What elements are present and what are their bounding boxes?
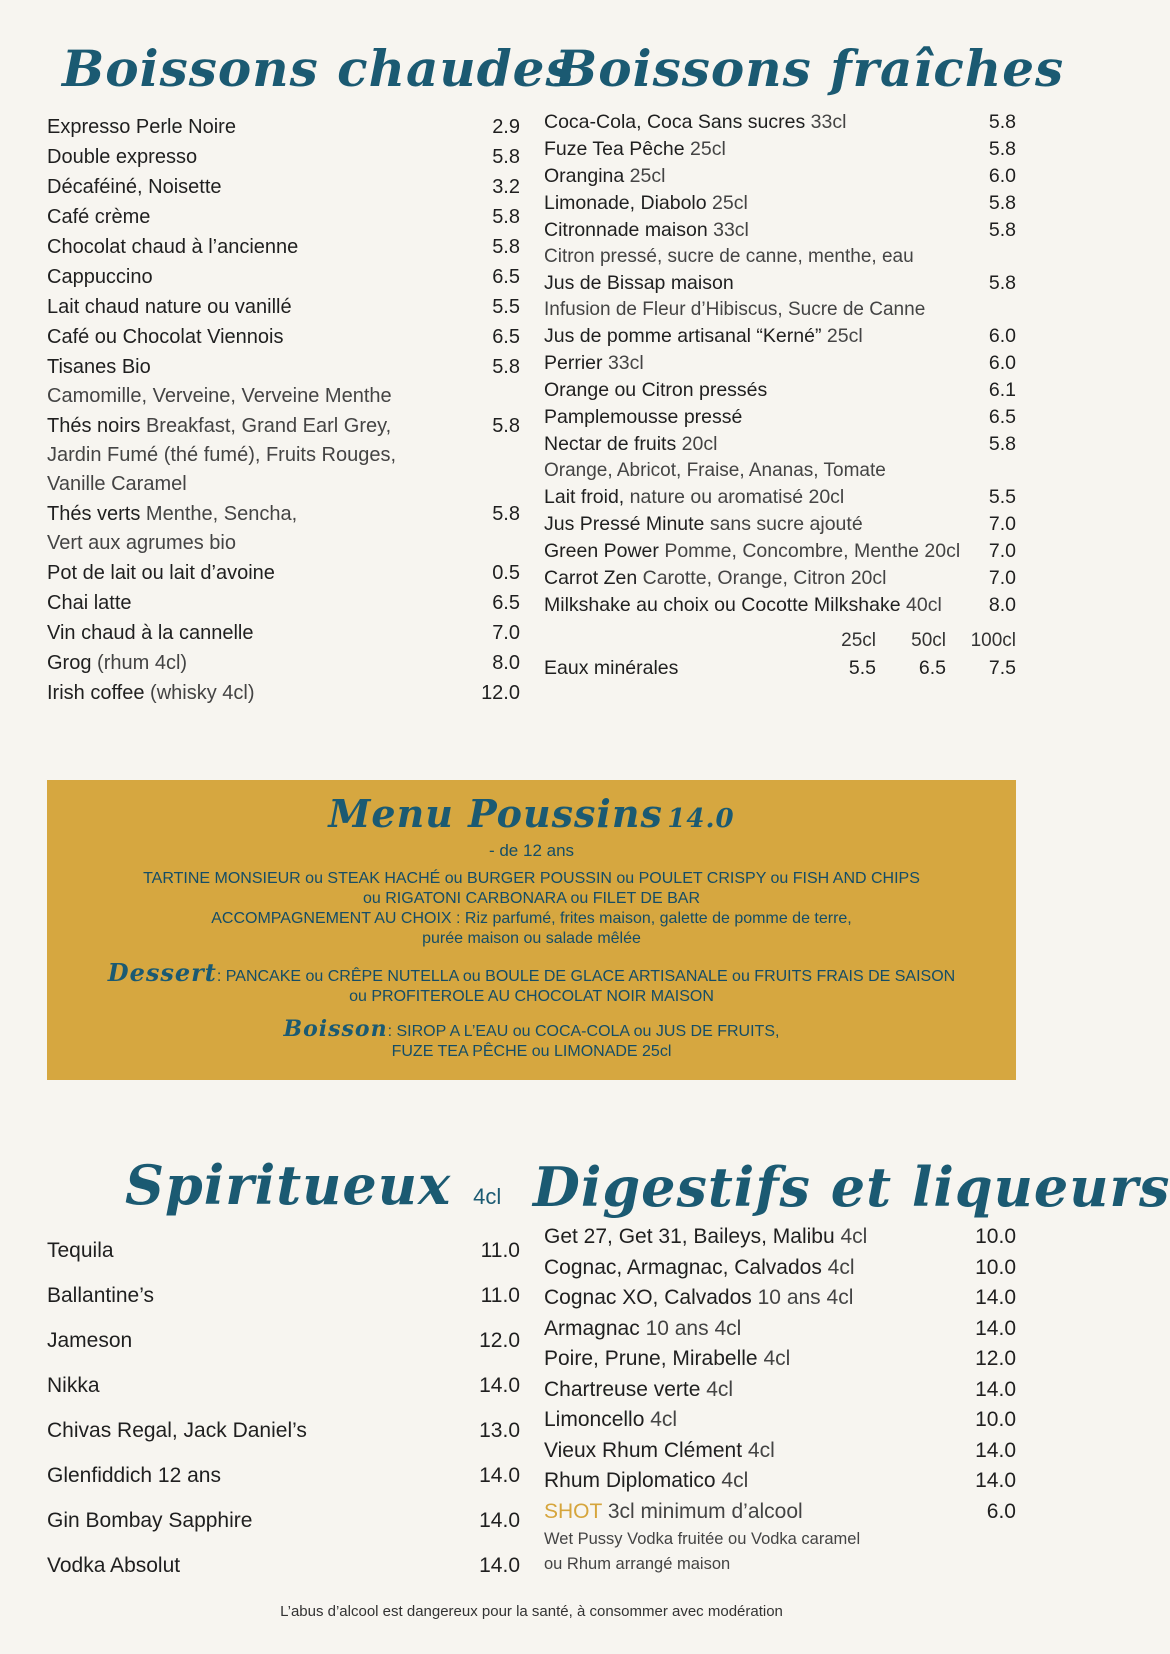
item-detail: Vert aux agrumes bio [47,532,236,554]
spirits-list [47,1228,520,1588]
kids-menu-box [47,780,1016,1080]
menu-item: Limonade, Diabolo 25cl 5.8 [544,192,1016,214]
menu-item: Décaféiné, Noisette 3.2 [47,176,520,198]
menu-item-shot: SHOT 3cl minimum d’alcool 6.0 [544,1499,1016,1523]
kids-menu-title: Menu Poussins [328,791,663,836]
menu-item: Jameson 12.0 [47,1329,520,1352]
menu-item: Thés noirs Breakfast, Grand Earl Grey, 5.8 [47,415,520,437]
menu-item: Poire, Prune, Mirabelle 4cl 12.0 [544,1347,1016,1370]
kids-line: ou PROFITEROLE AU CHOCOLAT NOIR MAISON [349,988,714,1005]
menu-item: Perrier 33cl 6.0 [544,352,1016,374]
menu-item: Vin chaud à la cannelle 7.0 [47,622,520,644]
menu-item: Cappuccino 6.5 [47,266,520,288]
spirits-heading [125,1153,502,1217]
menu-item: Vodka Absolut 14.0 [47,1554,520,1577]
kids-menu-price: 14.0 [667,804,735,834]
menu-item: Chocolat chaud à l’ancienne 5.8 [47,236,520,258]
item-detail: Jardin Fumé (thé fumé), Fruits Rouges, [47,444,397,466]
menu-item: Chartreuse verte 4cl 14.0 [544,1377,1016,1401]
menu-item: Irish coffee (whisky 4cl) 12.0 [47,682,520,704]
item-detail: Wet Pussy Vodka fruitée ou Vodka caramel [544,1530,861,1548]
cold-drinks-title: Boissons fraîches [555,39,1065,98]
menu-item: Rhum Diplomatico 4cl 14.0 [544,1469,1016,1492]
kids-dessert: Dessert: PANCAKE ou CRÊPE NUTELLA ou BOULE DE GLACE ARTISANALE ou FRUITS FRAIS DE SAISON [107,958,956,987]
menu-item: Jus de Bissap maison 5.8 [544,272,1016,294]
menu-item: Grog (rhum 4cl) 8.0 [47,652,520,674]
cold-drinks-list [544,109,1016,682]
menu-item: Orangina 25cl 6.0 [544,165,1016,187]
menu-item: Fuze Tea Pêche 25cl 5.8 [544,138,1016,160]
menu-item: Citronnade maison 33cl 5.8 [544,219,1016,241]
menu-item: Nikka 14.0 [47,1374,520,1397]
menu-item: Cognac XO, Calvados 10 ans 4cl 14.0 [544,1286,1016,1309]
digestifs-list [544,1222,1016,1577]
menu-item: Lait chaud nature ou vanillé 5.5 [47,296,520,318]
menu-item: Glenfiddich 12 ans 14.0 [47,1464,520,1487]
menu-item: Carrot Zen Carotte, Orange, Citron 20cl 7.0 [544,567,1016,589]
item-detail: Infusion de Fleur d’Hibiscus, Sucre de Canne [544,299,926,320]
menu-item: Pamplemousse pressé 6.5 [544,406,1016,428]
menu-item: Thés verts Menthe, Sencha, 5.8 [47,503,520,525]
item-detail: Citron pressé, sucre de canne, menthe, eau [544,246,914,267]
menu-item: Milkshake au choix ou Cocotte Milkshake 40cl 8.0 [544,594,1016,616]
menu-item: Jus Pressé Minute sans sucre ajouté 7.0 [544,513,1016,535]
menu-item: Gin Bombay Sapphire 14.0 [47,1509,520,1532]
kids-line: purée maison ou salade mêlée [422,930,641,947]
menu-item: Pot de lait ou lait d’avoine 0.5 [47,562,520,584]
menu-item: Café crème 5.8 [47,206,520,228]
menu-item: Tequila 11.0 [47,1239,520,1262]
spirits-unit: 4cl [473,1184,502,1209]
size-headers: 25cl 50cl 100cl [841,630,1016,651]
menu-item: Jus de pomme artisanal “Kerné” 25cl 6.0 [544,325,1016,347]
menu-item: Limoncello 4cl 10.0 [544,1408,1016,1431]
hot-drinks-list [47,112,520,708]
menu-item: Tisanes Bio 5.8 [47,356,520,378]
kids-line: ou RIGATONI CARBONARA ou FILET DE BAR [363,890,700,907]
menu-item: Chai latte 6.5 [47,592,520,614]
menu-item: Expresso Perle Noire 2.9 [47,116,520,138]
footer-note: L’abus d’alcool est dangereux pour la santé, à consommer avec modération [280,1603,783,1620]
kids-boisson: Boisson: SIROP A L’EAU ou COCA-COLA ou JUS DE FRUITS, [283,1016,780,1042]
spirits-title: Spiritueux [125,1153,452,1217]
kids-subtitle: - de 12 ans [488,841,575,860]
menu-item: Green Power Pomme, Concombre, Menthe 20cl 7.0 [544,540,1016,562]
menu-item: Chivas Regal, Jack Daniel’s 13.0 [47,1419,520,1442]
menu-item-eaux: Eaux minérales 5.5 6.5 7.5 [544,657,1016,679]
item-detail: Vanille Caramel [47,473,187,495]
kids-line: TARTINE MONSIEUR ou STEAK HACHÉ ou BURGER POUSSIN ou POULET CRISPY ou FISH AND CHIPS [143,870,920,887]
menu-item: Ballantine’s 11.0 [47,1284,520,1307]
menu-item: Vieux Rhum Clément 4cl 14.0 [544,1438,1016,1462]
menu-item: Armagnac 10 ans 4cl 14.0 [544,1316,1016,1340]
kids-line: FUZE TEA PÊCHE ou LIMONADE 25cl [391,1043,672,1060]
item-detail: Orange, Abricot, Fraise, Ananas, Tomate [544,460,886,481]
digestifs-title: Digestifs et liqueurs [533,1155,1170,1219]
menu-item: Double expresso 5.8 [47,146,520,168]
menu-item: Cognac, Armagnac, Calvados 4cl 10.0 [544,1255,1016,1279]
kids-line: ACCOMPAGNEMENT AU CHOIX : Riz parfumé, frites maison, galette de pomme de terre, [211,910,852,927]
menu-item: Orange ou Citron pressés 6.1 [544,379,1016,401]
tisanes-detail: Camomille, Verveine, Verveine Menthe [47,385,392,407]
hot-drinks-title: Boissons chaudes [62,39,575,98]
menu-item: Lait froid, nature ou aromatisé 20cl 5.5 [544,486,1016,508]
menu-item: Café ou Chocolat Viennois 6.5 [47,326,520,348]
menu-item: Coca-Cola, Coca Sans sucres 33cl 5.8 [544,111,1016,133]
menu-item: Get 27, Get 31, Baileys, Malibu 4cl 10.0 [544,1225,1016,1248]
item-detail: ou Rhum arrangé maison [544,1555,731,1573]
menu-item: Nectar de fruits 20cl 5.8 [544,433,1016,455]
